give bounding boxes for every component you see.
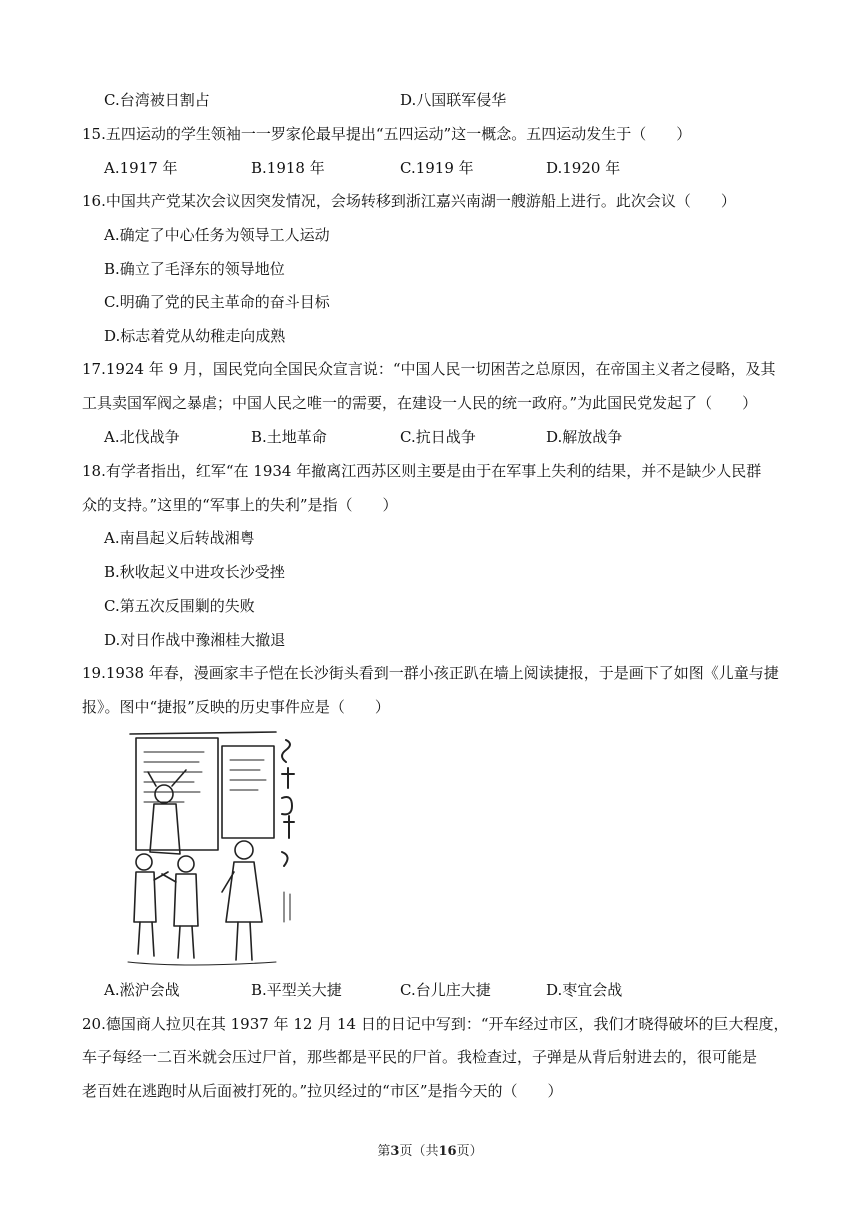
q18-option-b: B.秋收起义中进攻长沙受挫 — [104, 563, 285, 581]
prev-option-d: D.八国联军侵华 — [400, 91, 507, 109]
q17-stem-line1: 17.1924 年 9 月，国民党向全国民众宣言说：“中国人民一切困苦之总原因，在帝国主义者之侵略，及其 — [82, 360, 776, 378]
q16-option-b: B.确立了毛泽东的领导地位 — [104, 260, 285, 278]
q17-option-b: B.土地革命 — [251, 428, 327, 446]
q19-option-d: D.枣宜会战 — [546, 981, 623, 999]
q19-stem-line1: 19.1938 年春，漫画家丰子恺在长沙街头看到一群小孩正趴在墙上阅读捷报，于是画下了如图《儿童与捷 — [82, 664, 779, 682]
q17-option-c: C.抗日战争 — [400, 428, 476, 446]
q19-option-c: C.台儿庄大捷 — [400, 981, 491, 999]
q17-option-d: D.解放战争 — [546, 428, 623, 446]
q16-option-c: C.明确了党的民主革命的奋斗目标 — [104, 293, 330, 311]
q20-stem-line2: 车子每经一二百米就会压过尸首，那些都是平民的尸首。我检查过，子弹是从背后射进去的，很可能是 — [82, 1048, 758, 1066]
q16-stem: 16.中国共产党某次会议因突发情况，会场转移到浙江嘉兴南湖一艘游船上进行。此次会议（ ） — [82, 192, 736, 210]
q18-stem-line2: 众的支持。”这里的“军事上的失利”是指（ ） — [82, 496, 398, 514]
q19-option-a: A.淞沪会战 — [104, 981, 180, 999]
prev-option-c: C.台湾被日割占 — [104, 91, 210, 109]
q16-option-a: A.确定了中心任务为领导工人运动 — [104, 226, 330, 244]
q15-option-d: D.1920 年 — [546, 159, 621, 177]
page-footer: 第3页（共16页） — [377, 1144, 483, 1159]
q20-stem-line3: 老百姓在逃跑时从后面被打死的。”拉贝经过的“市区”是指今天的（ ） — [82, 1082, 563, 1100]
q15-option-a: A.1917 年 — [104, 159, 178, 177]
q19-stem-line2: 报》。图中“捷报”反映的历史事件应是（ ） — [82, 698, 390, 716]
q18-option-c: C.第五次反围剿的失败 — [104, 597, 255, 615]
q19-option-b: B.平型关大捷 — [251, 981, 342, 999]
q18-stem-line1: 18.有学者指出，红军“在 1934 年撤离江西苏区则主要是由于在军事上失利的结果，并不是缺少人民群 — [82, 462, 762, 480]
q16-option-d: D.标志着党从幼稚走向成熟 — [104, 327, 286, 345]
q20-stem-line1: 20.德国商人拉贝在其 1937 年 12 月 14 日的日记中写到：“开车经过市区，我们才晓得破坏的巨大程度， — [82, 1015, 789, 1033]
q18-option-d: D.对日作战中豫湘桂大撤退 — [104, 631, 286, 649]
q18-option-a: A.南昌起义后转战湘粤 — [104, 529, 255, 547]
q17-option-a: A.北伐战争 — [104, 428, 180, 446]
q15-option-c: C.1919 年 — [400, 159, 474, 177]
q15-stem: 15.五四运动的学生领袖一一罗家伦最早提出“五四运动”这一概念。五四运动发生于（ ） — [82, 125, 692, 143]
q15-option-b: B.1918 年 — [251, 159, 325, 177]
q17-stem-line2: 工具卖国军阀之暴虐；中国人民之唯一的需要，在建设一人民的统一政府。”为此国民党发起了（ ） — [82, 394, 758, 412]
cartoon-children-and-victory-news — [126, 722, 304, 974]
